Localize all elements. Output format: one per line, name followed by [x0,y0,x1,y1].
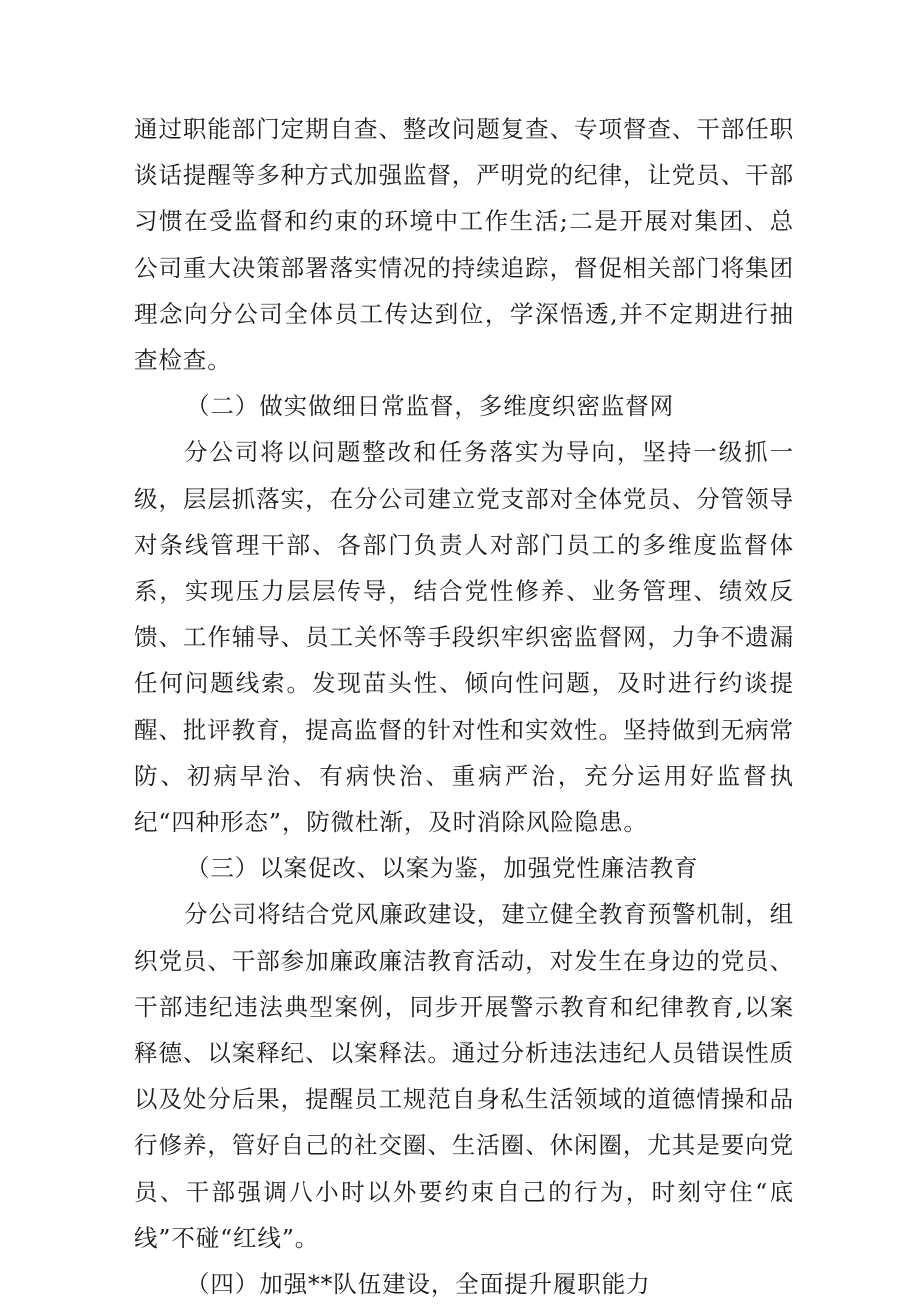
section-heading-4: （四）加强**队伍建设，全面提升履职能力 [186,1270,651,1299]
section-heading-2: （二）做实做细日常监督，多维度织密监督网 [186,392,674,421]
section-heading-3: （三）以案促改、以案为鉴，加强党性廉洁教育 [186,854,699,883]
paragraph-supervision-methods: 通过职能部门定期自查、整改问题复查、专项督查、干部任职谈话提醒等多种方式加强监督，严明党的纪律，让党员、干部习惯在受监督和约束的环境中工作生活;二是开展对集团、总公司重大决策部署落实情况的持续追踪，督促相关部门将集团理念向分公司全体员工传达到位，学深悟透,并不定期进行抽查检查。 [134,115,794,375]
paragraph-daily-supervision: 分公司将以问题整改和任务落实为导向，坚持一级抓一级，层层抓落实，在分公司建立党支部对全体党员、分管领导对条线管理干部、各部门负责人对部门员工的多维度监督体系，实现压力层层传导，结合党性修养、业务管理、绩效反馈、工作辅导、员工关怀等手段织牢织密监督网，力争不遗漏任何问题线索。发现苗头性、倾向性问题，及时进行约谈提醒、批评教育，提高监督的针对性和实效性。坚持做到无病常防、初病早治、有病快治、重病严治，充分运用好监督执纪“四种形态”，防微杜渐，及时消除风险隐患。 [134,438,794,837]
document-body [134,106,794,1307]
paragraph-integrity-education: 分公司将结合党风廉政建设，建立健全教育预警机制，组织党员、干部参加廉政廉洁教育活动，对发生在身边的党员、干部违纪违法典型案例，同步开展警示教育和纪律教育,以案释德、以案释纪、以案释法。通过分析违法违纪人员错误性质以及处分后果，提醒员工规范自身私生活领域的道德情操和品行修养，管好自己的社交圈、生活圈、休闲圈，尤其是要向党员、干部强调八小时以外要约束自己的行为，时刻守住“底线”不碰“红线”。 [134,900,794,1252]
